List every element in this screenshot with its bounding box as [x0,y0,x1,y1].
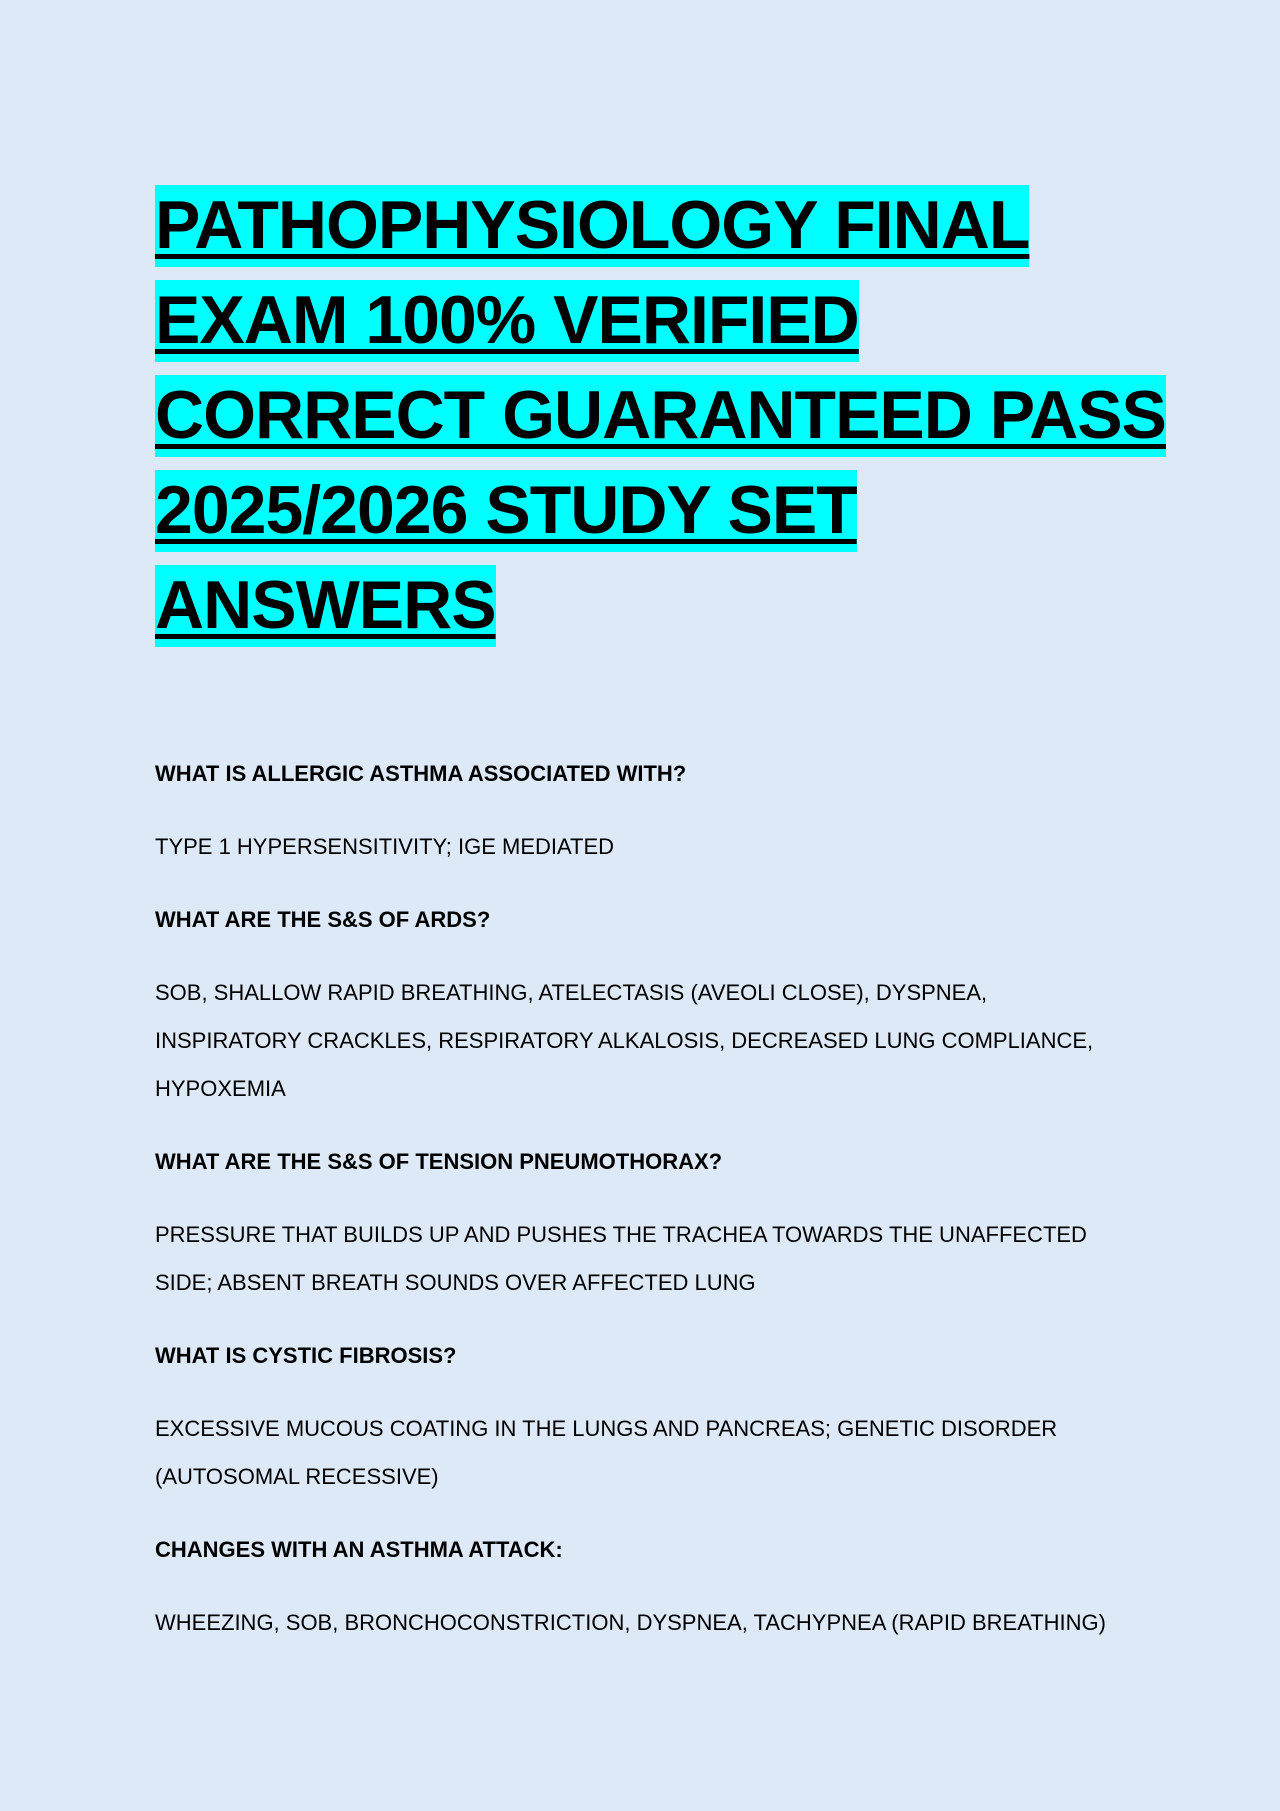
answer-1: TYPE 1 HYPERSENSITIVITY; IGE MEDIATED [155,834,615,859]
question-1: WHAT IS ALLERGIC ASTHMA ASSOCIATED WITH? [155,761,687,786]
answer-2: SOB, SHALLOW RAPID BREATHING, ATELECTASIS (AVEOLI CLOSE), DYSPNEA, INSPIRATORY CRACKLES, RESPIRATORY ALKALOSIS, DECREASED LUNG COMPLIANCE, HYPOXEMIA [155,980,1094,1101]
question-4: WHAT IS CYSTIC FIBROSIS? [155,1343,457,1368]
title-line-5-text: ANSWERS [155,565,496,647]
answer-4: EXCESSIVE MUCOUS COATING IN THE LUNGS AND PANCREAS; GENETIC DISORDER (AUTOSOMAL RECESSIVE) [155,1416,1058,1489]
title-line-3 [155,368,1166,463]
title-line-3-text: CORRECT GUARANTEED PASS [155,375,1166,457]
question-5: CHANGES WITH AN ASTHMA ATTACK: [155,1537,563,1562]
question-3: WHAT ARE THE S&S OF TENSION PNEUMOTHORAX? [155,1149,723,1174]
title-line-4 [155,463,857,558]
document-title [155,178,1166,653]
title-line-4-text: 2025/2026 STUDY SET [155,470,857,552]
title-line-1-text: PATHOPHYSIOLOGY FINAL [155,185,1029,267]
answer-3: PRESSURE THAT BUILDS UP AND PUSHES THE TRACHEA TOWARDS THE UNAFFECTED SIDE; ABSENT BREATH SOUNDS OVER AFFECTED LUNG [155,1222,1087,1295]
title-line-2 [155,273,859,368]
title-line-1 [155,178,1029,273]
answer-5: WHEEZING, SOB, BRONCHOCONSTRICTION, DYSPNEA, TACHYPNEA (RAPID BREATHING) [155,1610,1106,1635]
qa-list [155,750,1115,1647]
question-2: WHAT ARE THE S&S OF ARDS? [155,907,491,932]
title-line-5 [155,558,496,653]
title-line-2-text: EXAM 100% VERIFIED [155,280,859,362]
